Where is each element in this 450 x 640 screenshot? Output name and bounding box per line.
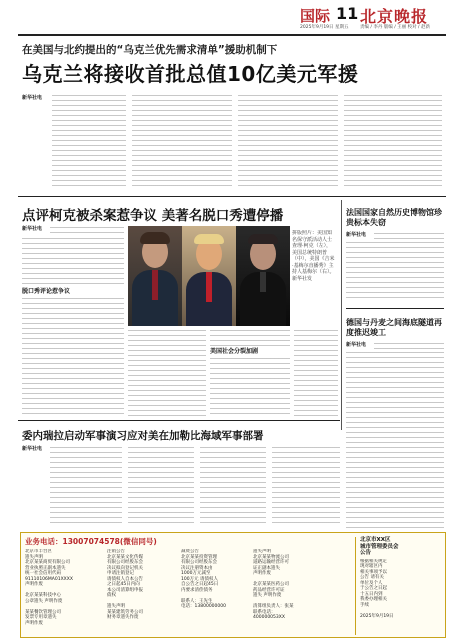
kirk-text-7	[294, 330, 338, 416]
ads-hotline: 业务电话：13007074578(微信同号)	[25, 537, 157, 546]
kirk-subhead-2: 美国社会分裂加剧	[210, 348, 259, 355]
masthead-rule	[18, 34, 446, 36]
kirk-subhead-1: 脱口秀评论惹争议	[22, 288, 71, 295]
right-story-2	[346, 312, 444, 532]
ad-column-1: 北京市丰台区 遗失声明 北京某某商贸有限公司 营业执照正副本遗失 统一社会信用代码 91110106MA01XXXX 声明作废 北京某某科技中心 公章遗失 声明作废 某某餐饮管理公司 发票专用章遗失 声明作废	[25, 549, 73, 626]
kirk-text-1	[50, 227, 124, 237]
lead-column-1	[52, 95, 126, 190]
date-line: 2025年9月19日 星期五	[300, 25, 349, 30]
japan-byline: 新华社电	[22, 446, 43, 452]
kirk-headline: 点评柯克被杀案惹争议 美著名脱口秀遭停播	[22, 208, 284, 224]
right-story-1	[346, 200, 444, 310]
lead-body	[22, 94, 442, 192]
right2-byline: 新华社电	[346, 342, 367, 348]
kirk-text-4	[128, 330, 206, 416]
section-label: 国际	[300, 7, 331, 25]
right1-text	[374, 233, 444, 241]
portrait-kimmel	[236, 226, 290, 326]
kirk-photo-collage	[128, 226, 290, 326]
right2-text-2	[346, 352, 444, 532]
paper-name: 北京晚报	[360, 7, 429, 26]
japan-body	[22, 446, 340, 528]
lead-column-4	[344, 95, 442, 190]
japan-column-4	[272, 447, 340, 527]
page-number: 11	[336, 4, 359, 23]
portrait-kirk	[128, 226, 182, 326]
japan-column-2	[128, 447, 194, 527]
column-divider	[341, 200, 342, 430]
lead-column-3	[238, 95, 338, 190]
right1-byline: 新华社电	[346, 232, 367, 238]
ad-column-3: 减资公告 北京某某投资管理 有限公司经股东会 决议注册资本由 1000万元减至 100万元 请债权人 自公告之日起45日 内要求清偿债务 联系人：王先生 电话：13800000000	[181, 549, 226, 609]
kirk-text-3	[22, 298, 124, 416]
lead-byline: 新华社电	[22, 95, 43, 101]
lead-kicker: 在美国与北约提出的“乌克兰优先需求清单”援助机制下	[22, 44, 278, 56]
ad-column-5	[355, 537, 446, 635]
right1-headline: 法国国家自然历史博物馆珍贵标本失窃	[346, 208, 442, 227]
ad-column-2: 注销公告 北京某某文化传媒 有限公司经股东会 决议拟向登记机关 申请注销登记 请债权人自本公告 之日起45日内向 本公司清算组申报 债权 遗失声明 某某建筑劳务公司 财务章遗失作废	[107, 549, 143, 620]
kirk-left-column	[22, 226, 124, 416]
right1-text-2	[346, 242, 444, 302]
kirk-text-5	[210, 330, 290, 346]
kirk-text-6	[210, 358, 290, 416]
japan-column-3	[200, 447, 266, 527]
right2-text	[374, 343, 444, 351]
ad-column-5-title: 北京市XX区 城市管理委员会 公告	[360, 537, 399, 556]
lead-rule	[18, 196, 446, 197]
ad-column-5-body: 根据相关规定 现对辖区内 相关事项予以 公告 请有关 单位及个人 于公告之日起 十五日内到 我委办理相关 手续 2025年9月19日	[360, 558, 394, 619]
lead-headline: 乌克兰将接收首批总值10亿美元军援	[22, 62, 359, 86]
masthead	[0, 0, 450, 34]
right2-headline: 德国与丹麦之间海底隧道再度推迟竣工	[346, 318, 442, 337]
japan-headline: 委内瑞拉启动军事演习应对美在加勒比海域军事部署	[22, 430, 264, 442]
right-rule	[346, 308, 444, 309]
staff-line: 责编 / 李丹 版编 / 王丽 校对 / 赵新	[360, 25, 430, 30]
ad-column-4: 遗失声明 北京某某物流公司 道路运输经营许可 证正副本遗失 声明作废 北京某某医药公司 药品经营许可证 遗失 声明作废 清算组负责人：张某 联系电话： 400000053XX	[253, 549, 294, 620]
portrait-trump	[182, 226, 236, 326]
classified-ads	[20, 532, 446, 638]
kirk-bottom-rule	[18, 420, 340, 421]
kirk-text-2	[22, 238, 124, 286]
lead-column-2	[132, 95, 232, 190]
kirk-byline: 新华社电	[22, 226, 43, 232]
japan-column-1	[50, 447, 122, 527]
kirk-photo-caption: 拼版照片：美国知名保守派活动人士查理·柯克（左），美国总统特朗普（中），美国《吉米·基梅尔直播秀》主持人基梅尔（右）。 新华社发	[292, 230, 335, 282]
